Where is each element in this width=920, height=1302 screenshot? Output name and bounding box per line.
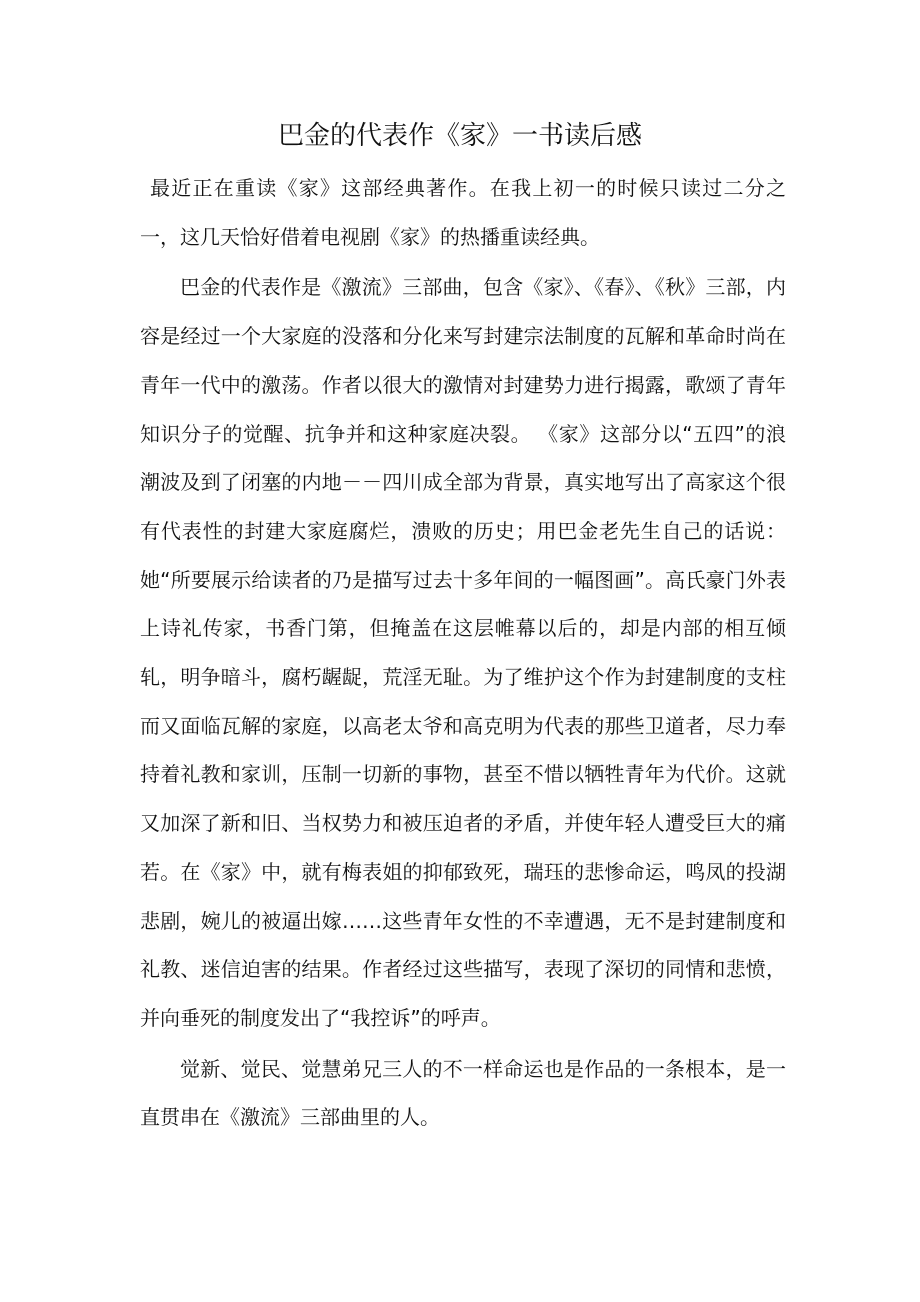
paragraph-intro: 最近正在重读《家》这部经典著作。在我上初一的时候只读过二分之一，这几天恰好借着电视剧《家》的热播重读经典。 [140, 176, 786, 249]
paragraph-main: 巴金的代表作是《激流》三部曲，包含《家》、《春》、《秋》三部，内容是经过一个大家庭的没落和分化来写封建宗法制度的瓦解和革命时尚在青年一代中的激荡。作者以很大的激情对封建势力进行揭露，歌颂了青年知识分子的觉醒、抗争并和这种家庭决裂。 《家》这部分以“五四”的浪潮波及到了闭塞的内地－－四川成全部为背景，真实地写出了高家这个很有代表性的封建大家庭腐烂，溃败的历史；用巴金老先生自己的话说：她“所要展示给读者的乃是描写过去十多年间的一幅图画”。高氏豪门外表上诗礼传家，书香门第，但掩盖在这层帷幕以后的，却是内部的相互倾轧，明争暗斗，腐朽龌龊，荒淫无耻。为了维护这个作为封建制度的支柱而又面临瓦解的家庭，以高老太爷和高克明为代表的那些卫道者，尽力奉持着礼教和家训，压制一切新的事物，甚至不惜以牺牲青年为代价。这就又加深了新和旧、当权势力和被压迫者的矛盾，并使年轻人遭受巨大的痛若。在《家》中，就有梅表姐的抑郁致死，瑞珏的悲惨命运，鸣凤的投湖悲剧，婉儿的被逼出嫁……这些青年女性的不幸遭遇，无不是封建制度和礼教、迷信迫害的结果。作者经过这些描写，表现了深切的同情和悲愤，并向垂死的制度发出了“我控诉”的呼声。 [140, 275, 786, 1030]
document-body [140, 164, 786, 1144]
paragraph-brothers: 觉新、觉民、觉慧弟兄三人的不一样命运也是作品的一条根本，是一直贯串在《激流》三部曲里的人。 [140, 1056, 786, 1130]
document-title: 巴金的代表作《家》一书读后感 [277, 121, 642, 151]
